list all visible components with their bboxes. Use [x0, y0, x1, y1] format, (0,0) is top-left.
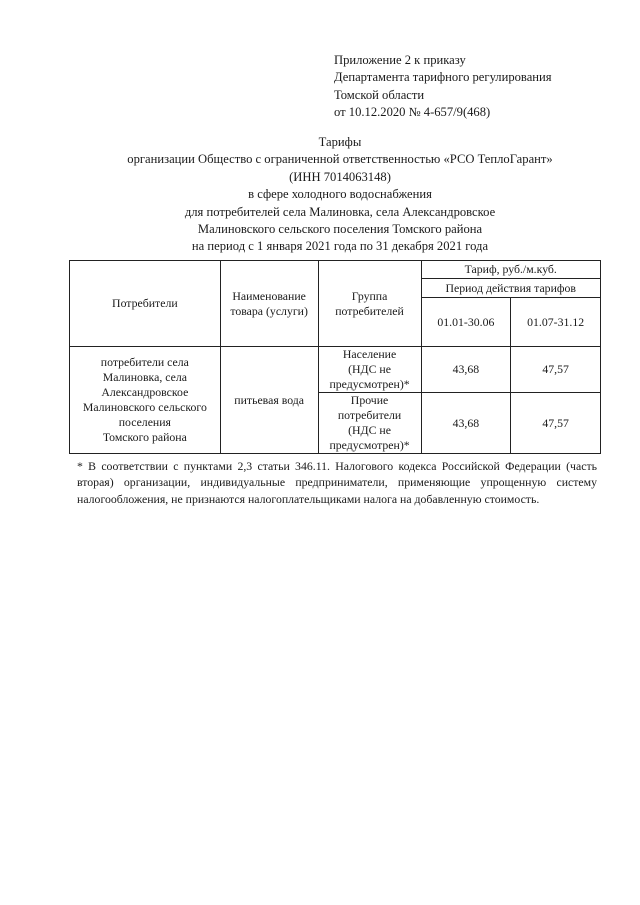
title-line: Тарифы — [318, 135, 362, 149]
header-tariff: Тариф, руб./м.куб. — [421, 261, 601, 279]
group-line: (НДС не — [348, 362, 391, 376]
appendix-line: от 10.12.2020 № 4-657/9(468) — [334, 105, 491, 120]
consumers-line: поселения — [118, 415, 171, 429]
header-period-2: 01.07-31.12 — [511, 298, 601, 347]
appendix-line: Департамента тарифного регулирования — [334, 70, 552, 85]
table-row — [70, 347, 601, 393]
header-group-line: потребителей — [335, 303, 404, 318]
table-header-row — [70, 261, 601, 279]
group-cell — [318, 347, 421, 393]
title-line: организации Общество с ограниченной ответственностью «РСО ТеплоГарант» — [127, 152, 553, 167]
consumers-line: потребители села — [100, 355, 189, 369]
group-cell — [318, 393, 421, 454]
header-consumers: Потребители — [70, 261, 221, 347]
title-line: Малиновского сельского поселения Томского района — [197, 222, 483, 237]
group-line: предусмотрен)* — [329, 438, 410, 452]
header-group — [318, 261, 421, 347]
group-line: (НДС не — [348, 423, 391, 437]
goods-cell: питьевая вода — [220, 347, 318, 454]
tariff-value-cell: 43,68 — [421, 347, 511, 393]
consumers-cell — [70, 347, 221, 454]
tariff-value-cell: 43,68 — [421, 393, 511, 454]
header-goods-line: товара (услуги) — [230, 303, 308, 318]
group-line: потребители — [337, 408, 402, 422]
consumers-line: Томского района — [102, 430, 187, 444]
group-line: Население — [342, 347, 397, 361]
header-period: Период действия тарифов — [421, 279, 601, 298]
document-title — [40, 134, 640, 256]
header-period-1: 01.01-30.06 — [421, 298, 511, 347]
title-line: для потребителей села Малиновка, села Александровское — [184, 204, 496, 219]
header-goods — [220, 261, 318, 347]
appendix-block — [334, 52, 552, 122]
tariff-table — [69, 260, 601, 454]
group-line: предусмотрен)* — [329, 377, 410, 391]
title-line: на период с 1 января 2021 года по 31 декабря 2021 года — [191, 239, 489, 254]
tariff-value-cell: 47,57 — [511, 347, 601, 393]
title-line: (ИНН 7014063148) — [289, 169, 391, 184]
tariff-value-cell: 47,57 — [511, 393, 601, 454]
consumers-line: Александровское — [101, 385, 189, 399]
footnote: * В соответствии с пунктами 2,3 статьи 346.11. Налогового кодекса Российской Федерации (часть вторая) организации, индивидуальные предприниматели, применяющие упрощенную систему налогообложения, не признаются налогоплательщиками налога на добавленную стоимость. — [77, 459, 597, 506]
consumers-line: Малиновка, села — [102, 370, 187, 384]
header-goods-line: Наименование — [232, 288, 306, 303]
appendix-line: Приложение 2 к приказу — [334, 53, 466, 67]
group-line: Прочие — [350, 393, 389, 407]
title-line: в сфере холодного водоснабжения — [248, 187, 432, 202]
header-group-line: Группа — [351, 288, 388, 303]
consumers-line: Малиновского сельского — [82, 400, 207, 414]
appendix-line: Томской области — [334, 87, 425, 102]
